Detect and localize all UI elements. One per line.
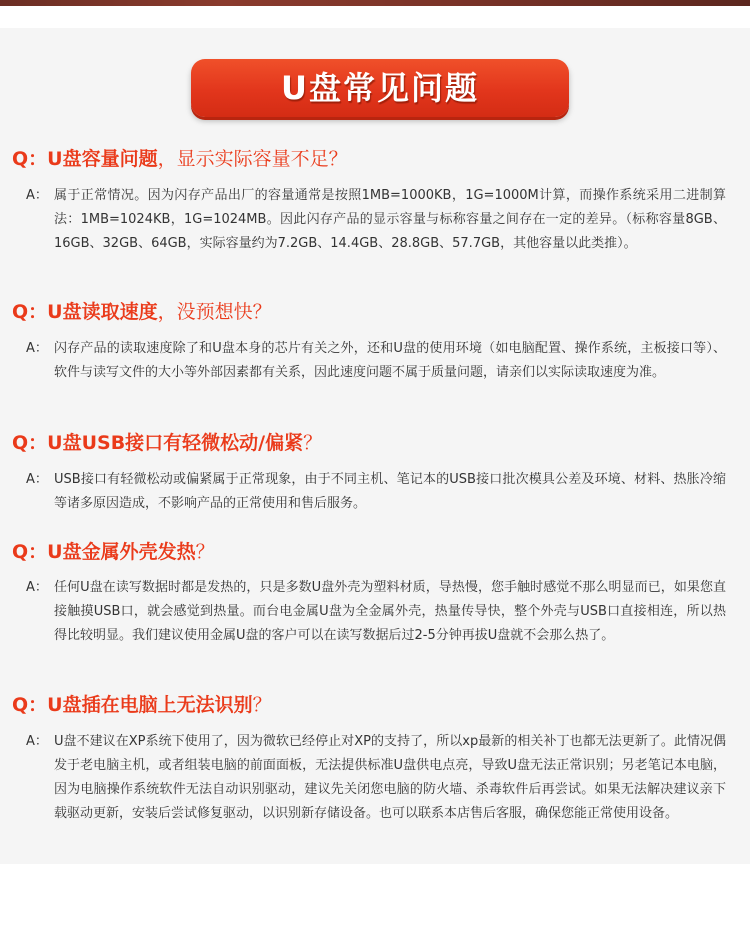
question-prefix: Q： (12, 148, 48, 170)
top-decor-strip (0, 0, 750, 6)
question-keyword: U盘USB接口有轻微松动/偏紧 (47, 432, 304, 454)
answer-text: 闪存产品的读取速度除了和U盘本身的芯片有关之外，还和U盘的使用环境（如电脑配置、操作系统，主板接口等）、软件与读写文件的大小等外部因素都有关系，因此速度问题不属于质量问题，请亲们以实际读取速度为准。 (54, 341, 726, 380)
question-keyword: U盘插在电脑上无法识别 (47, 694, 253, 716)
faq-answer-recognition (26, 730, 726, 826)
faq-question-usb-port (12, 428, 322, 458)
question-text: ，没预想快？ (157, 301, 272, 323)
answer-text: 属于正常情况。因为闪存产品出厂的容量通常是按照1MB=1000KB，1G=1000M计算，而操作系统采用二进制算法：1MB=1024KB，1G=1024MB。因此闪存产品的显示容量与标称容量之间存在一定的差异。（标称容量8GB、16GB、32GB、64GB，实际容量约为7.2GB、14.4GB、28.8GB、57.7GB，其他容量以此类推）。 (54, 188, 726, 251)
faq-question-heat (12, 537, 215, 567)
faq-question-speed (12, 297, 272, 327)
page-title: U盘常见问题 (281, 69, 479, 107)
faq-question-capacity (12, 144, 348, 174)
question-text: ，显示实际容量不足？ (157, 148, 348, 170)
answer-text: USB接口有轻微松动或偏紧属于正常现象，由于不同主机、笔记本的USB接口批次模具公差及环境、材料、热胀冷缩等诸多原因造成，不影响产品的正常使用和售后服务。 (54, 472, 726, 511)
question-keyword: U盘金属外壳发热 (47, 541, 196, 563)
answer-prefix: A： (26, 472, 48, 487)
question-keyword: U盘容量问题 (47, 148, 158, 170)
faq-answer-usb-port (26, 468, 726, 516)
faq-answer-speed (26, 337, 726, 385)
question-text: ？ (303, 432, 323, 454)
faq-answer-heat (26, 576, 726, 648)
question-keyword: U盘读取速度 (47, 301, 158, 323)
question-prefix: Q： (12, 541, 48, 563)
answer-prefix: A： (26, 341, 48, 356)
answer-text: U盘不建议在XP系统下使用了，因为微软已经停止对XP的支持了，所以xp最新的相关补丁也都无法更新了。此情况偶发于老电脑主机，或者组装电脑的前面面板，无法提供标准U盘供电点亮，导致U盘无法正常识别；另老笔记本电脑，因为电脑操作系统软件无法自动识别驱动，建议先关闭您电脑的防火墙、杀毒软件后再尝试。如果无法解决建议亲下载驱动更新，安装后尝试修复驱动，以识别新存储设备。也可以联系本店售后客服，确保您能正常使用设备。 (54, 734, 726, 821)
faq-question-recognition (12, 690, 272, 720)
answer-prefix: A： (26, 580, 48, 595)
question-prefix: Q： (12, 694, 48, 716)
question-prefix: Q： (12, 432, 48, 454)
answer-prefix: A： (26, 188, 48, 203)
question-text: ？ (252, 694, 272, 716)
title-banner (191, 59, 569, 117)
question-text: ？ (195, 541, 215, 563)
answer-prefix: A： (26, 734, 48, 749)
question-prefix: Q： (12, 301, 48, 323)
faq-answer-capacity (26, 184, 726, 256)
answer-text: 任何U盘在读写数据时都是发热的，只是多数U盘外壳为塑料材质，导热慢，您手触时感觉不那么明显而已，如果您直接触摸USB口，就会感觉到热量。而台电金属U盘为全金属外壳，热量传导快，整个外壳与USB口直接相连，所以热得比较明显。我们建议使用金属U盘的客户可以在读写数据后过2-5分钟再拔U盘就不会那么热了。 (54, 580, 726, 643)
